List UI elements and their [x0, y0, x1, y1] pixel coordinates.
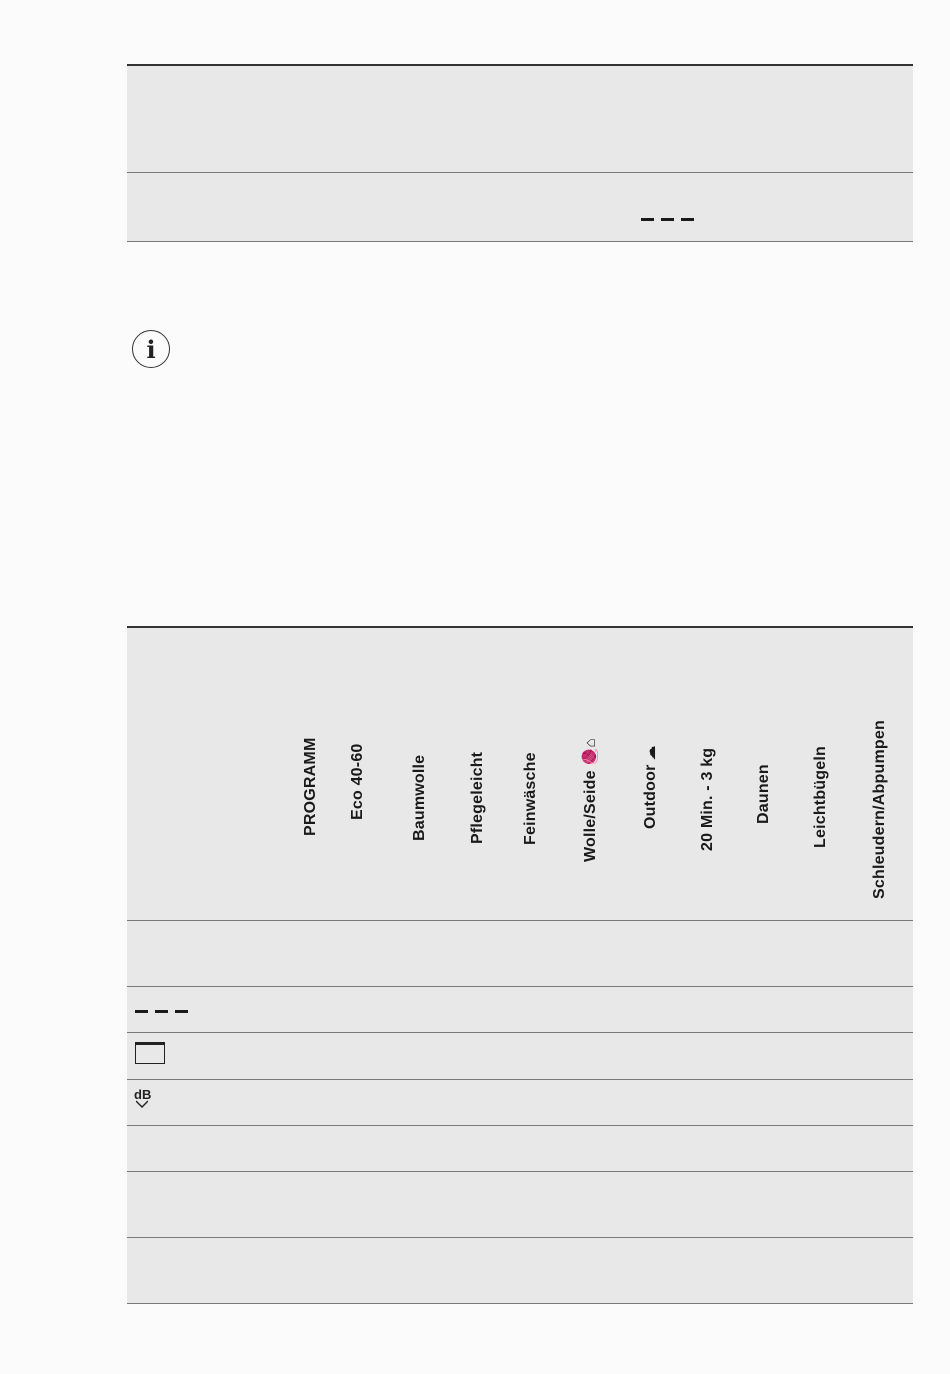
program-table-row-divider: [127, 986, 913, 987]
col-header-baumwolle: Baumwolle: [411, 754, 428, 841]
dashes-icon: [135, 1010, 188, 1013]
col-header-eco-40-60: Eco 40-60: [349, 743, 366, 820]
col-header-wolle-seide: Wolle/Seide🧶⌂: [582, 738, 599, 862]
top-table-row-divider: [127, 172, 913, 173]
col-header-programm: PROGRAMM: [302, 737, 319, 836]
program-table-row-divider: [127, 1171, 913, 1172]
info-icon: i: [132, 330, 170, 368]
top-table-top-rule: [127, 64, 913, 66]
top-table: [127, 65, 913, 241]
col-header-daunen: Daunen: [755, 764, 772, 824]
dashes-indicator-top: [641, 218, 694, 221]
program-table-bottom-rule: [127, 1303, 913, 1304]
program-table-header-divider: [127, 920, 913, 921]
program-table-row-divider: [127, 1237, 913, 1238]
program-table: [127, 627, 913, 1304]
col-header-20-min-3-kg: 20 Min. - 3 kg: [699, 747, 716, 851]
program-table-row-divider: [127, 1125, 913, 1126]
col-header-pflegeleicht: Pflegeleicht: [469, 751, 486, 844]
program-table-row-divider: [127, 1079, 913, 1080]
col-header-leichtbuegeln: Leichtbügeln: [812, 746, 829, 848]
quiet-db-icon: dB: [134, 1089, 151, 1109]
col-header-schleudern-abpumpen: Schleudern/Abpumpen: [871, 720, 888, 899]
wool-mark-icon: 🧶⌂: [582, 738, 599, 767]
program-table-top-rule: [127, 626, 913, 628]
col-header-outdoor: Outdoor☁: [642, 745, 659, 829]
outdoor-icon: ☁: [642, 745, 659, 761]
col-header-feinwaesche: Feinwäsche: [522, 752, 539, 845]
program-table-row-divider: [127, 1032, 913, 1033]
drum-box-icon: [135, 1042, 165, 1064]
top-table-bottom-rule: [127, 241, 913, 242]
